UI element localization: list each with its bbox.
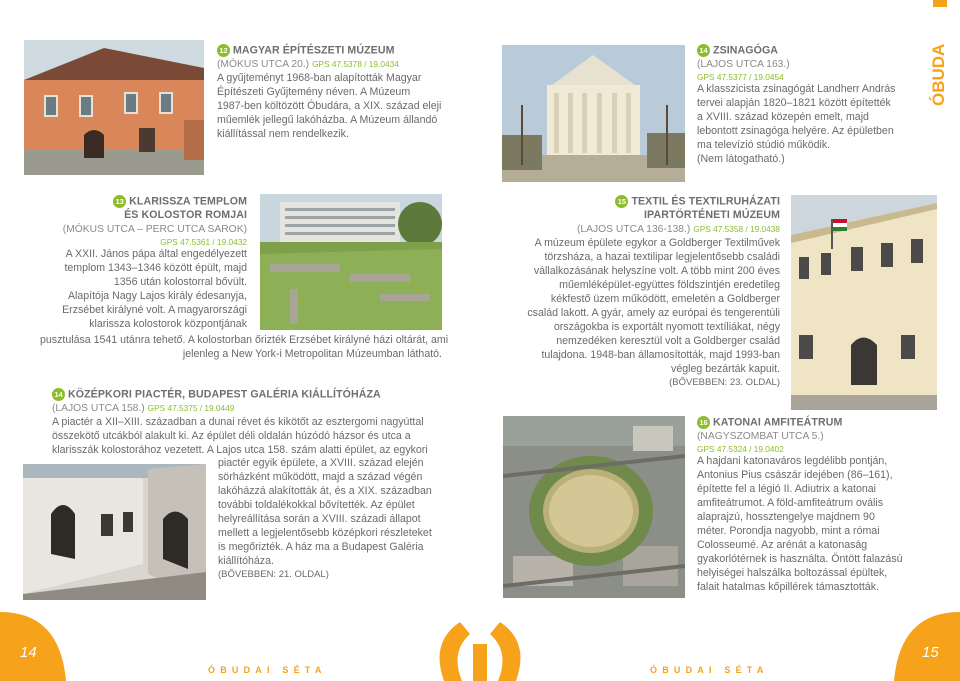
body-line: A piactér a XII–XIII. században a dunai révet és kikötőt az esztergomi nagyúttal <box>52 416 424 429</box>
gps-coordinates: GPS 47.5358 / 19.0438 <box>693 224 780 235</box>
body-line: (Nem látogatható.) <box>697 152 785 165</box>
section-address: (LAJOS UTCA 163.) <box>697 59 790 71</box>
photo-textile-museum <box>791 195 937 410</box>
body-line: falait hatalmas kőpillérek támasztották. <box>697 580 879 593</box>
section-title: ZSINAGÓGA <box>713 44 779 57</box>
body-line: vállalkozásának helyszíne volt. A több mint 200 éves <box>533 265 780 278</box>
section-14-market <box>52 388 452 458</box>
section-number-badge: 15 <box>615 195 628 208</box>
body-line: építette fel a légió II. Adiutrix a katonai <box>697 482 877 495</box>
section-title: TEXTIL ÉS TEXTILRUHÁZATI <box>631 195 780 208</box>
section-16 <box>697 416 937 594</box>
body-line: törzsháza, a hazai textilipar legjelentősebb családi <box>544 251 780 264</box>
body-line: kiállítással nem rendelkezik. <box>217 128 349 141</box>
section-15 <box>515 195 780 389</box>
body-line: A XXII. János pápa által engedélyezett <box>65 247 247 260</box>
gps-coordinates: GPS 47.5378 / 19.0434 <box>312 59 399 70</box>
body-line: Építészeti Gyűjtemény néven. A Múzeum <box>217 86 411 99</box>
body-line: A gyűjteményt 1968-ban alapították Magyar <box>217 72 422 85</box>
body-line: kiállítóháza. <box>218 554 274 567</box>
body-line: Alapítója Nagy Lajos király édesanyja, <box>67 289 247 302</box>
body-line: alaprajzú, hossztengelye majdnem 90 <box>697 510 875 523</box>
body-line: pusztulása 1541 utánra tehető. A kolostorban őrizték Erzsébet királyné házi oltárát, ami <box>40 334 449 346</box>
corner-mark <box>933 0 947 7</box>
section-14-synagogue <box>697 44 927 167</box>
body-line: templom 1343–1346 között épült, majd <box>64 261 247 274</box>
section-address: (LAJOS UTCA 158.) <box>52 403 145 415</box>
section-number-badge: 12 <box>217 44 230 57</box>
body-line: lakóházzá alakították át, és a XIX. században <box>218 484 432 497</box>
body-line: klarissza kolostorok központjának <box>89 317 247 330</box>
body-line: további toldalékokkal bővítették. Az épület <box>218 498 415 511</box>
section-13 <box>40 195 247 332</box>
body-line: mellett a legjelentősebb középkori részleteket <box>218 526 432 539</box>
body-line: nemzedéken keresztül volt a Goldberger család <box>556 334 780 347</box>
page-reference: (BŐVEBBEN: 21. OLDAL) <box>218 568 329 580</box>
body-line: is megőrizték. A ház ma a Budapest Galéria <box>218 540 424 553</box>
body-line: műemléképület-együttes földszintjén eredetileg <box>559 279 780 292</box>
section-number-badge: 14 <box>52 388 65 401</box>
section-title: KATONAI AMFITEÁTRUM <box>713 416 843 429</box>
section-address: (LAJOS UTCA 136-138.) <box>577 224 691 236</box>
section-title: KÖZÉPKORI PIACTÉR, BUDAPEST GALÉRIA KIÁLLÍTÓHÁZA <box>68 388 381 401</box>
body-line: gyakorlótérnek is használta. Öntött falazású <box>697 552 903 565</box>
gps-coordinates: GPS 47.5377 / 19.0454 <box>697 71 784 82</box>
body-line: amfiteátrumot. A föld-amfiteátrum ovális <box>697 496 884 509</box>
section-12 <box>217 44 472 142</box>
section-number-badge: 14 <box>697 44 710 57</box>
body-line: végleg bezárták kapuit. <box>671 362 780 375</box>
photo-architecture-museum <box>24 40 204 175</box>
body-line: tervei alapján 1820–1821 között építették <box>697 96 891 109</box>
body-line: Erzsébet királyné volt. A magyarországi <box>62 303 247 316</box>
section-title-line2: ÉS KOLOSTOR ROMJAI <box>124 209 247 222</box>
body-line: sörházként működött, majd a század végén <box>218 470 423 483</box>
photo-synagogue <box>502 45 685 182</box>
gps-coordinates: GPS 47.5324 / 19.0402 <box>697 443 784 454</box>
body-line: tulajdona. 1948-ban államosították, majd 1993-ban <box>541 348 780 361</box>
brand-label: ÓBUDA <box>929 43 948 106</box>
section-title: MAGYAR ÉPÍTÉSZETI MÚZEUM <box>233 44 395 57</box>
footer-label-right: ÓBUDAI SÉTA <box>650 665 769 675</box>
body-line: műemlék jellegű lakóházba. A Múzeum állandó <box>217 114 438 127</box>
page-reference: (BŐVEBBEN: 23. OLDAL) <box>669 376 780 388</box>
footer-center-logo <box>430 612 530 681</box>
body-line: helyreállítása során a XVIII. századi állapot <box>218 512 421 525</box>
footer-label-left: ÓBUDAI SÉTA <box>208 665 327 675</box>
photo-amphitheater <box>503 416 685 598</box>
page-number-left: 14 <box>20 644 37 661</box>
body-line: A klasszicista zsinagógát Landherr András <box>697 82 896 95</box>
body-line: helyiségei halszálka boltozással épültek, <box>697 566 888 579</box>
body-line: A múzeum épülete egykor a Goldberger Textilművek <box>534 237 780 250</box>
body-line: Colosseumé. Az arénát a katonaság <box>697 538 868 551</box>
body-line: jelenleg a New York-i Metropolitan Múzeumban látható. <box>182 348 442 360</box>
gps-coordinates: GPS 47.5361 / 19.0432 <box>160 236 247 247</box>
section-address: (NAGYSZOMBAT UTCA 5.) <box>697 431 824 443</box>
body-line: összekötő utcákból alakult ki. Az épület déli oldalán húzódó házsor és utca a <box>52 430 411 443</box>
body-line: országokba is exportált nyomott textíliákat, négy <box>553 321 780 334</box>
body-line: lebontott zsinagóga helyére. Az épületben <box>697 124 894 137</box>
body-line: klarisszák kolostorához vezetett. A Lajos utca 158. szám alatti épület, az egykori <box>52 444 428 457</box>
body-line: 1987-ben költözött Óbudára, a XIX. század eleji <box>217 100 442 113</box>
body-line: kékfestő üzem működött, emeletén a Goldberger <box>550 293 780 306</box>
section-title: KLARISSZA TEMPLOM <box>129 195 247 208</box>
body-line: A hajdani katonaváros legdélibb pontján, <box>697 454 888 467</box>
body-line: ma televízió stúdió működik. <box>697 138 831 151</box>
body-line: a XVIII. század közepén emelt, majd <box>697 110 869 123</box>
body-line: 1356 után kolostorral bővült. <box>113 275 247 288</box>
side-brand <box>928 38 950 108</box>
body-line: Antonius Pius császár idejében (86–161), <box>697 468 893 481</box>
section-14-market-cont <box>218 457 453 581</box>
page-number-right: 15 <box>922 644 939 661</box>
body-line: piactér egyik épülete, a XVIII. század elején <box>218 457 424 469</box>
section-number-badge: 16 <box>697 416 710 429</box>
section-address: (MÓKUS UTCA – PERC UTCA SAROK) <box>62 224 247 236</box>
gps-coordinates: GPS 47.5375 / 19.0449 <box>147 403 235 414</box>
section-title-line2: IPARTÖRTÉNETI MÚZEUM <box>644 209 780 222</box>
section-address: (MÓKUS UTCA 20.) <box>217 59 310 71</box>
photo-market-gallery <box>23 464 206 600</box>
section-number-badge: 13 <box>113 195 126 208</box>
photo-klarissza-ruins <box>260 194 442 330</box>
body-line: méter. Porondja nagyobb, mint a római <box>697 524 880 537</box>
body-line: család lakott. A gyár, amely az európai és tengerentúli <box>527 307 780 320</box>
